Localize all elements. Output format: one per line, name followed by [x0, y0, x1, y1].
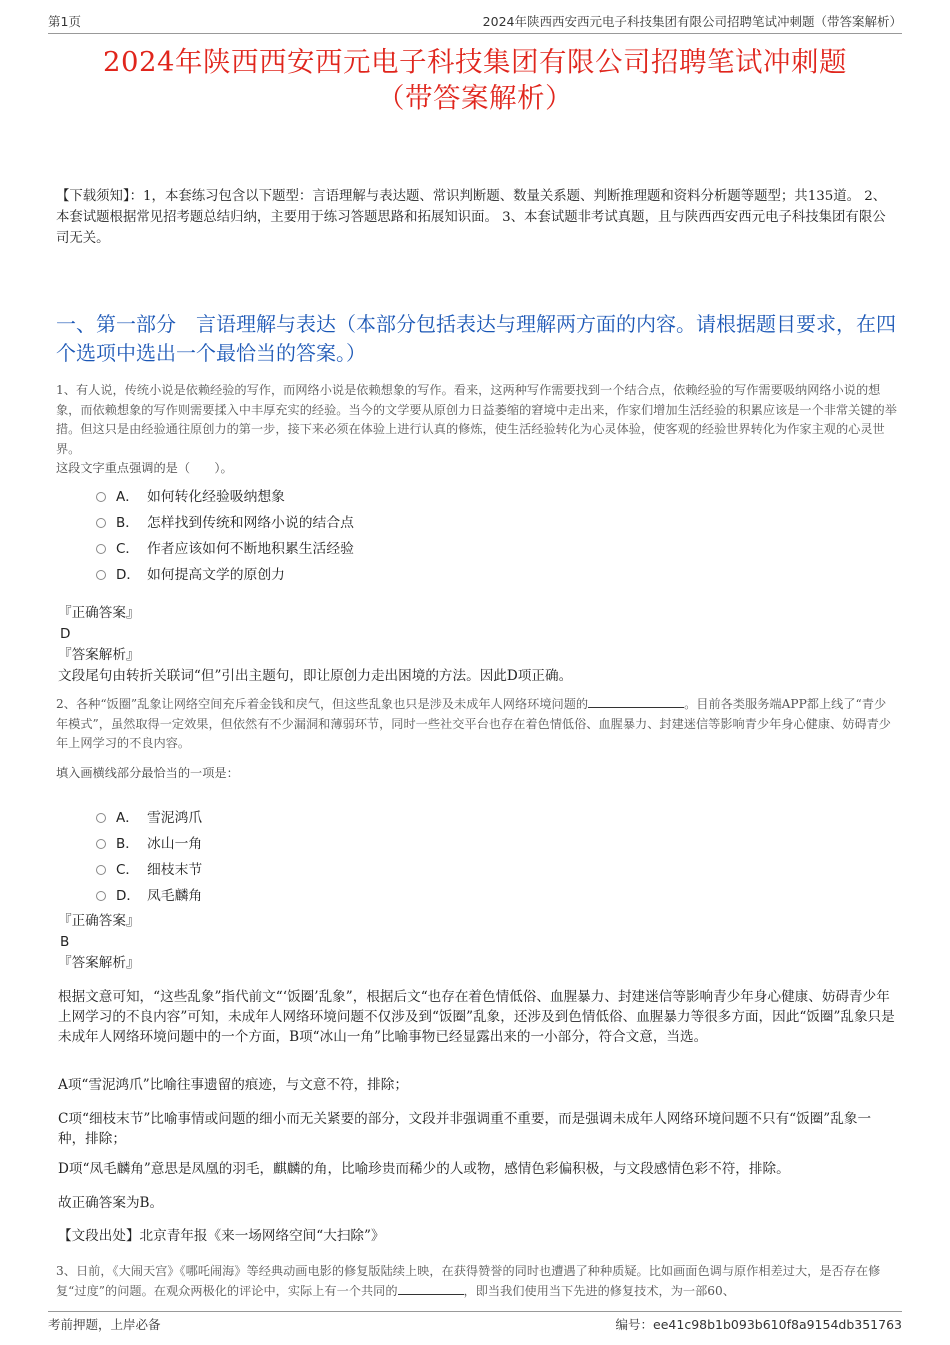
option-text: 细枝末节 — [147, 862, 203, 878]
question-2-option-d[interactable] — [96, 881, 202, 907]
option-text: 如何提高文学的原创力 — [147, 567, 285, 583]
title-line-1: 2024年陕西西安西元电子科技集团有限公司招聘笔试冲刺题 — [103, 46, 847, 78]
analysis-text: 文段尾句由转折关联词“但”引出主题句，即让原创力走出困境的方法。因此D项正确。 — [58, 668, 573, 684]
fill-blank — [588, 696, 684, 708]
question-1-option-b[interactable] — [96, 508, 354, 534]
correct-answer: B — [60, 934, 70, 950]
radio-button-icon[interactable] — [96, 492, 106, 502]
analysis-paragraph-4: D项“凤毛麟角”意思是凤凰的羽毛，麒麟的角，比喻珍贵而稀少的人或物，感情色彩偏积极，与文段感情色彩不符，排除。 — [58, 1161, 790, 1177]
question-2-answer-block — [58, 911, 140, 974]
option-text: 作者应该如何不断地积累生活经验 — [147, 541, 354, 557]
question-2-option-c[interactable] — [96, 855, 202, 881]
fill-blank — [398, 1283, 464, 1295]
analysis-paragraph-1: 根据文意可知，“这些乱象”指代前文“‘饭圈’乱象”，根据后文“也存在着色情低俗、血腥暴力、封建迷信等影响青少年身心健康、妨碍青少年上网学习的不良内容”可知，未成年人网络环境问题不仅涉及到“饭圈”乱象，还涉及到色情低俗、血腥暴力等很多方面，因此“饭圈”乱象只是未成年人网络环境问题中的一个方面，B项“冰山一角”比喻事物已经显露出来的一小部分，符合文意，当选。 — [58, 989, 895, 1045]
option-letter: A． — [116, 489, 139, 505]
header-doc-title: 2024年陕西西安西元电子科技集团有限公司招聘笔试冲刺题（带答案解析） — [482, 14, 902, 29]
footer-code — [616, 1315, 902, 1333]
question-1-answer-block — [58, 603, 572, 687]
section-title: 一、第一部分 言语理解与表达（本部分包括表达与理解两方面的内容。请根据题目要求，在四个选项中选出一个最恰当的答案。） — [56, 312, 896, 365]
analysis-paragraph-3: C项“细枝末节”比喻事情或问题的细小而无关紧要的部分，文段并非强调重不重要，而是强调未成年人网络环境问题不只有“饭圈”乱象一种，排除； — [58, 1111, 872, 1147]
option-letter: D． — [116, 888, 140, 904]
radio-button-icon[interactable] — [96, 544, 106, 554]
option-letter: C． — [116, 862, 139, 878]
analysis-paragraph-6: 【文段出处】北京青年报《来一场网络空间“大扫除”》 — [58, 1228, 385, 1244]
radio-button-icon[interactable] — [96, 518, 106, 528]
option-letter: C． — [116, 541, 139, 557]
question-1-option-c[interactable] — [96, 534, 354, 560]
option-letter: A． — [116, 810, 139, 826]
radio-button-icon[interactable] — [96, 813, 106, 823]
analysis-paragraph-2: A项“雪泥鸿爪”比喻往事遗留的痕迹，与文意不符，排除； — [58, 1077, 408, 1093]
question-1-prompt: 这段文字重点强调的是（ ）。 — [56, 461, 233, 475]
question-3-text — [56, 1262, 898, 1301]
option-text: 怎样找到传统和网络小说的结合点 — [147, 515, 354, 531]
question-1-option-a[interactable] — [96, 482, 354, 508]
option-letter: B． — [116, 515, 139, 531]
question-1-options — [96, 482, 354, 586]
page-footer — [48, 1311, 902, 1333]
answer-label: 『正确答案』 — [58, 913, 140, 929]
answer-label: 『正确答案』 — [58, 605, 140, 621]
option-text: 冰山一角 — [147, 836, 203, 852]
question-1-option-d[interactable] — [96, 560, 354, 586]
analysis-label: 『答案解析』 — [58, 955, 140, 971]
question-3 — [56, 1262, 898, 1301]
analysis-paragraph-5: 故正确答案为B。 — [58, 1195, 164, 1211]
question-2-prompt: 填入画横线部分最恰当的一项是： — [56, 765, 239, 780]
page-header — [48, 12, 902, 34]
question-2-option-a[interactable] — [96, 803, 202, 829]
question-2-text-before: 2、各种“饭圈”乱象让网络空间充斥着金钱和戾气，但这些乱象也只是涉及未成年人网络环境问题的 — [56, 697, 589, 711]
footer-code-label: 编号： — [615, 1317, 654, 1332]
option-text: 如何转化经验吸纳想象 — [147, 489, 285, 505]
question-3-text-before: 3、日前，《大闹天宫》《哪吒闹海》等经典动画电影的修复版陆续上映，在获得赞誉的同时也遭遇了种种质疑。比如画面色调与原作相差过大，是否存在修复“过度”的问题。在观众两极化的评论中，实际上有一个共同的 — [56, 1264, 881, 1298]
analysis-label: 『答案解析』 — [58, 647, 140, 663]
title-line-2: （带答案解析） — [377, 82, 573, 114]
question-2-option-b[interactable] — [96, 829, 202, 855]
option-letter: B． — [116, 836, 139, 852]
correct-answer: D — [60, 626, 71, 642]
question-2-options — [96, 803, 202, 907]
footer-slogan: 考前押题，上岸必备 — [48, 1317, 161, 1332]
option-text: 凤毛麟角 — [147, 888, 203, 904]
question-3-text-after: ，即当我们使用当下先进的修复技术，为一部60、 — [463, 1283, 735, 1298]
radio-button-icon[interactable] — [96, 839, 106, 849]
option-letter: D． — [116, 567, 140, 583]
radio-button-icon[interactable] — [96, 865, 106, 875]
radio-button-icon[interactable] — [96, 570, 106, 580]
question-2-text — [56, 695, 898, 754]
question-1 — [56, 381, 898, 479]
download-notice: 【下载须知】：1，本套练习包含以下题型：言语理解与表达题、常识判断题、数量关系题、判断推理题和资料分析题等题型；共135道。 2、本套试题根据常见招考题总结归纳，主要用于练习答题思路和拓展知识面。 3、本套试题非考试真题，且与陕西西安西元电子科技集团有限公司无关。 — [56, 189, 887, 246]
page-number: 第1页 — [48, 14, 81, 29]
radio-button-icon[interactable] — [96, 891, 106, 901]
question-2-text-after: 。目前各类服务端APP都上线了“青少年模式”，虽然取得一定效果，但依然有不少漏洞和薄弱环节，同时一些社交平台也存在着色情低俗、血腥暴力、封建迷信等影响青少年身心健康、妨碍青少年上网学习的不良内容。 — [56, 697, 891, 750]
option-text: 雪泥鸿爪 — [147, 810, 203, 826]
footer-code-value: ee41c98b1b093b610f8a9154db351763 — [653, 1317, 902, 1332]
question-1-text: 1、有人说，传统小说是依赖经验的写作，而网络小说是依赖想象的写作。看来，这两种写作需要找到一个结合点，依赖经验的写作需要吸纳网络小说的想象，而依赖想象的写作则需要揉入中丰厚充实的经验。当今的文学要从原创力日益萎缩的窘境中走出来，作家们增加生活经验的积累应该是一个非常关键的举措。但这只是由经验通往原创力的第一步，接下来必须在体验上进行认真的修炼，使生活经验转化为心灵体验，使客观的经验世界转化为作家主观的心灵世界。 — [56, 383, 897, 456]
document-title — [30, 44, 920, 116]
question-2 — [56, 695, 898, 783]
